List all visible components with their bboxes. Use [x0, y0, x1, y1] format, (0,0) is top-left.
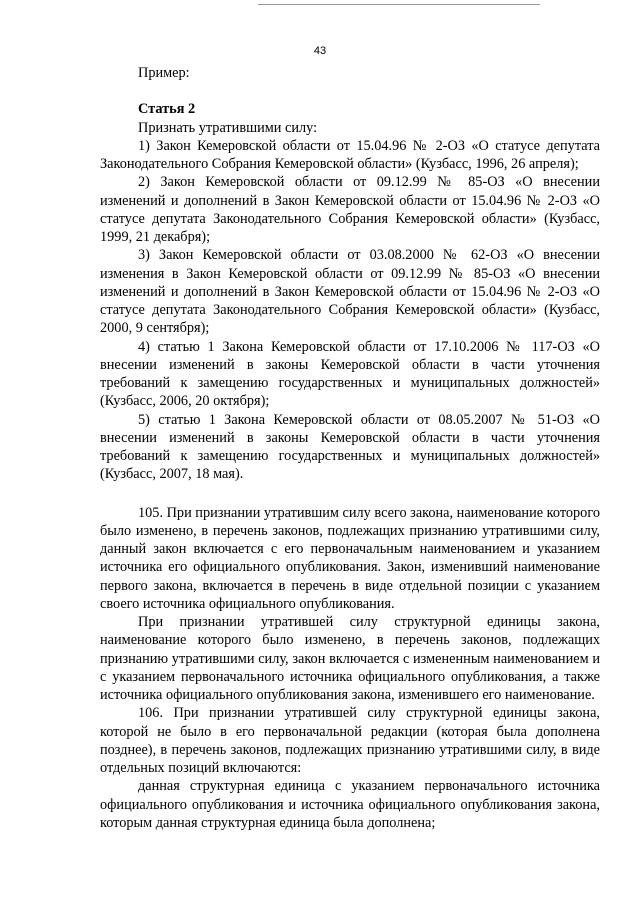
- header-rule: [258, 4, 540, 5]
- page-number: 43: [313, 45, 327, 57]
- paragraph-106: 106. При признании утратившей силу структурной единицы закона, которой не было в его первоначальной редакции (которая была дополнена позднее), в перечень законов, подлежащих признанию утратившими силу, в виде отдельных позиций включаются:: [100, 705, 600, 776]
- article-item-4: 4) статью 1 Закона Кемеровской области от 17.10.2006 № 117-ОЗ «О внесении изменений в законы Кемеровской области в части уточнения требований к замещению государственных и муниципальных должностей» (Кузбасс, 2006, 20 октября);: [100, 338, 600, 410]
- article-item-2: 2) Закон Кемеровской области от 09.12.99 № 85-ОЗ «О внесении изменений и дополнений в Закон Кемеровской области от 15.04.96 № 2-ОЗ «О статусе депутата Законодательного Собрания Кемеровской области» (Кузбасс, 1999, 21 декабря);: [100, 174, 600, 245]
- paragraph-105: 105. При признании утратившим силу всего закона, наименование которого было изменено, в перечень законов, подлежащих признанию утратившими силу, данный закон включается с его первоначальным наименованием и указанием источника его официального опубликования. Закон, изменивший наименование первого закона, включается в перечень в виде отдельной позиции с указанием своего источника официального опубликования.: [100, 504, 600, 612]
- article-item-3: 3) Закон Кемеровской области от 03.08.2000 № 62-ОЗ «О внесении изменения в Закон Кемеровской области от 09.12.99 № 85-ОЗ «О внесении изменений и дополнений в Закон Кемеровской области от 15.04.96 № 2-ОЗ «О статусе депутата Законодательного Собрания Кемеровской области» (Кузбасс, 2000, 9 сентября);: [100, 247, 600, 337]
- paragraph-106-item: данная структурная единица с указанием первоначального источника официального опубликования и источника официального опубликования закона, которым данная структурная единица была дополнена;: [100, 778, 600, 831]
- article-title: Статья 2: [138, 101, 196, 118]
- article-intro: Признать утратившими силу:: [138, 119, 318, 136]
- paragraph-105-second: При признании утратившей силу структурной единицы закона, наименование которого было изменено, в перечень законов, подлежащих признанию утратившими силу, закон включается с измененным наименованием и с указанием первоначального источника официального опубликования, а также источника официального опубликования закона, изменившего его наименование.: [100, 614, 600, 703]
- document-body: [100, 64, 600, 832]
- article-item-1: 1) Закон Кемеровской области от 15.04.96 № 2-ОЗ «О статусе депутата Законодательного Собрания Кемеровской области» (Кузбасс, 1996, 26 апреля);: [100, 137, 600, 172]
- article-item-5: 5) статью 1 Закона Кемеровской области от 08.05.2007 № 51-ОЗ «О внесении изменений в законы Кемеровской области в части уточнения требований к замещению государственных и муниципальных должностей» (Кузбасс, 2007, 18 мая).: [100, 411, 600, 483]
- example-label: Пример:: [138, 65, 190, 81]
